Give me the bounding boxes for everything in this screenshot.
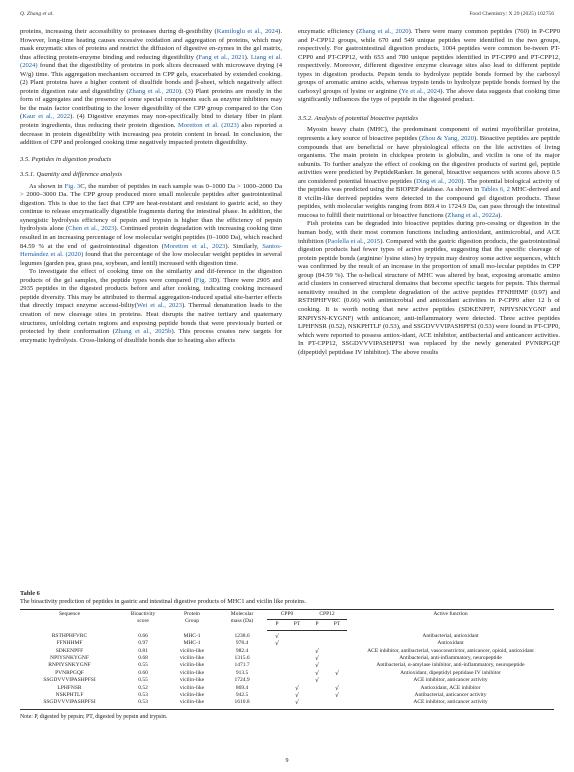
cell-mass: 982.4 bbox=[235, 647, 249, 654]
col-header-cpp12: CPP12 bbox=[307, 610, 347, 620]
citation-link[interactable]: Zhou & Yang, 2020 bbox=[421, 135, 475, 143]
cell-group: vicilin-like bbox=[179, 677, 205, 684]
col-header-p: P bbox=[307, 620, 327, 630]
cell-active-function: ACE inhibitor, antibacterial, vasoconstrictor, anticancer, opioid, antioxidant bbox=[367, 647, 534, 654]
check-mark-c0pt: √ bbox=[295, 692, 299, 700]
check-mark-c0p bbox=[267, 699, 287, 709]
check-mark-c0pt: √ bbox=[295, 684, 299, 692]
cell-mass: 1724.9 bbox=[234, 677, 250, 684]
figure-link[interactable]: Fig. 3 bbox=[195, 276, 213, 284]
table-row bbox=[20, 670, 554, 677]
col-header-molecular-mass: Molecular mass (Da) bbox=[217, 610, 267, 631]
cell-group: vicilin-like bbox=[167, 699, 217, 709]
check-mark-c12pt bbox=[327, 677, 347, 684]
paragraph: To investigate the effect of cooking time on the similarity and dif-ference in the digestion products of the gel samples, the peptide types were compared (Fig. 3D). There were 2905 and 2935 peptides in the digested products before and after cooking, indicating cooking increased peptide diversity. This may be attributed to thermal aggregation-induced spatial site-barrier effects that directly impact enzyme accessi-bility(Wei et al., 2023). Thermal denaturation leads to the creation of new cleavage sites in proteins. Heat disrupts the native tertiary and quaternary structures, unfolding certain regions and exposing peptide bonds that were previously buried or protected by their conformation (Zhang et al., 2025b). This process creates new targets for enzymatic hydrolysis. Cross-linking of disulfide bonds due to heating also affects bbox=[20, 268, 283, 344]
cell-active-function: Antibacterial, anti-inflammatory, neuropeptide bbox=[399, 655, 502, 662]
cell-group: vicilin-like bbox=[179, 655, 205, 662]
table-row bbox=[20, 648, 554, 655]
check-mark-c0pt bbox=[287, 662, 307, 669]
subsection-heading: 3.5.2. Analysis of potential bioactive peptides bbox=[298, 114, 419, 122]
cell-score: 0.53 bbox=[119, 699, 167, 709]
citation-link[interactable]: Moretton et al., 2023 bbox=[163, 242, 226, 250]
cell-group: vicilin-like bbox=[179, 684, 205, 691]
cell-score: 0.81 bbox=[138, 647, 148, 654]
cell-score: 0.53 bbox=[138, 692, 148, 699]
col-header-active-function: Active function bbox=[347, 610, 554, 631]
cell-sequence: PVNRPGQF bbox=[55, 669, 84, 676]
cell-sequence: SDKENPFF bbox=[55, 647, 84, 654]
table-note: Note: P, digested by pepsin; PT, digested by pepsin and trypsin. bbox=[20, 713, 168, 720]
col-header-bioactivity: Bioactivity score bbox=[119, 610, 167, 631]
check-mark-c12p: √ bbox=[315, 662, 319, 670]
citation-link[interactable]: Chen et al., 2023 bbox=[68, 225, 115, 233]
cell-group: vicilin-like bbox=[179, 662, 205, 669]
cell-sequence: FFNHHMF bbox=[56, 640, 83, 647]
citation-link[interactable]: Ding et al., 2020 bbox=[416, 177, 462, 185]
check-mark-c12p bbox=[307, 692, 327, 699]
cell-active-function: Antibacterial, anticancer activity bbox=[414, 692, 487, 699]
citation-link[interactable]: Fang et al., 2021 bbox=[198, 53, 245, 61]
check-mark-c0pt bbox=[287, 677, 307, 684]
check-mark-c0p bbox=[267, 677, 287, 684]
col-header-pt: PT bbox=[327, 620, 347, 630]
check-mark-c0pt bbox=[287, 670, 307, 677]
citation-link[interactable]: Kaur et al., 2022 bbox=[22, 113, 71, 121]
cell-mass: 1471.7 bbox=[234, 662, 250, 669]
col-header-cpp0: CPP0 bbox=[267, 610, 307, 620]
cell-score: 0.55 bbox=[138, 662, 148, 669]
page-number: 9 bbox=[285, 758, 289, 764]
check-mark-c0p bbox=[267, 685, 287, 692]
check-mark-c0pt bbox=[287, 655, 307, 662]
cell-sequence: NPIYSNKYGNF bbox=[50, 655, 89, 662]
citation-link[interactable]: Wei et al., 2023 bbox=[136, 302, 182, 310]
check-mark-c12pt bbox=[327, 640, 347, 647]
cell-active-function: Antioxidant bbox=[437, 640, 464, 647]
table-row bbox=[20, 699, 554, 709]
check-mark-c12pt bbox=[327, 662, 347, 669]
table-row bbox=[20, 630, 554, 640]
citation-link[interactable]: Zhang et al., 2025b bbox=[114, 328, 172, 336]
cell-mass: 978.4 bbox=[235, 640, 249, 647]
check-mark-c0p bbox=[267, 670, 287, 677]
cell-sequence: SSGDVVVIPASHPFSI bbox=[20, 699, 119, 709]
subsection-heading: 3.5.1. Quantity and difference analysis bbox=[20, 171, 123, 179]
check-mark-c0pt bbox=[287, 640, 307, 647]
cell-group: MHC-1 bbox=[183, 632, 201, 639]
table-6 bbox=[20, 590, 554, 720]
check-mark-c0p bbox=[267, 692, 287, 699]
check-mark-c0pt bbox=[287, 630, 307, 640]
cell-group: vicilin-like bbox=[179, 692, 205, 699]
section-heading: 3.5. Peptides in digestion products bbox=[20, 155, 112, 163]
citation-link[interactable]: Kamiloglu et al., 2024 bbox=[216, 28, 279, 35]
table-title: Table 6 bbox=[20, 590, 40, 597]
cell-active-function: Antioxidant, dipeptidyl peptidase IV inhibitor bbox=[400, 669, 501, 676]
check-mark-c0p bbox=[267, 662, 287, 669]
table-row bbox=[20, 662, 554, 669]
cell-mass: 942.5 bbox=[235, 692, 249, 699]
running-header-journal: Food Chemistry: X 29 (2025) 102756 bbox=[469, 11, 554, 17]
peptide-table bbox=[20, 609, 554, 710]
paragraph: enzymatic efficiency (Zhang et al., 2020). There were many common peptides (760) in P-CPP0 and P-CPP12 groups, while 670 and 549 unique peptides were identified in the two groups, respectively. For gastrointestinal digestion products, 1004 peptides were common be-tween PT-CPP0 and PT-CPP12, with 653 and 780 unique peptides identified in PT-CPP0 and PT-CPP12, respectively. Moreover, different digestive enzyme cleavage sites also lead to different peptide types in digestion products. Pepsin tends to hydrolyze peptide bonds formed by the carboxyl groups of aromatic amino acids, whereas trypsin tends to hydrolyze peptide bonds formed by the carboxyl groups of lysine or arginine (Ye et al., 2024). The above data suggests that cooking time significantly influences the type of peptide in the digested product. bbox=[298, 28, 560, 104]
check-mark-c12pt: √ bbox=[335, 684, 339, 692]
citation-link[interactable]: Zhang et al., 2020 bbox=[128, 87, 179, 95]
cell-score: 0.55 bbox=[138, 677, 148, 684]
paragraph: Myosin heavy chain (MHC), the predominant component of surimi myofibrillar proteins, represents a key source of bioactive peptides (Zhou & Yang, 2020). Bioactive peptides are peptide compounds that are beneficial or have physiological effects on the life activities of living organisms. The main protein in chickpea protein is globulin, and vicilin is one of its major subunits. To further analyze the effect of cooking on the digestive products of surimi gel, peptide activities were predicted by PeptideRanker. In general, bioactive sequences with scores above 0.5 are considered potential bioactive peptides (Ding et al., 2020). The potential biological activity of the peptides was predicted using the BIOPEP database. As shown in Tables 6, 2 MHC-derived and 8 vicilin-like derived peptides were detected in the compound gel digestion products. These peptides, with molecular weights ranging from 869.4 to 1724.9 Da, can pass through the intestinal mucosa to fulfill their nutritional or bioactive functions (Zhang et al., 2022a). bbox=[298, 126, 560, 219]
cell-active-function: Antibacterial, α-amylase inhibitor, anti-inflammatory, neuropeptide bbox=[376, 662, 525, 669]
paragraph: proteins, increasing their accessibility to proteases during di-gestibility (Kamiloglu et al., 2024). However, long-time heating causes excessive oxidation and aggregation of proteins, which may mask enzymatic sites of proteins and restrict the diffusion of digestive en-zymes in the gel matrix, thus affecting protein-enzyme binding and reducing digestibility (Fang et al., 2021). Liang et al. (2024) found that the digestibility of proteins in pork slices decreased with microwave drying (4 W/g) time. This aggregation mechanism occurred in CPP gels, exacerbated by extended cooking. (2) Plant proteins have a higher content of disulfide bonds and β-sheet, which negatively affect protein digestion rate and digestibility (Zhang et al., 2020). (3) Plant proteins are mostly in the form of aggregates and the presence of some special components such as enzyme inhibitors may be the main factor contributing to the lower digestibility of the CPP group compared to the Con (Kaur et al., 2022). (4) Digestive enzymes may non-specifically bind to dietary fiber in plant protein ingredients, thus reducing their protein digestion. Moretton et al. (2023) also reported a decrease in protein digestibility with increasing pea protein content in bread. In conclusion, the addition of CPP and prolonged cooking time negatively impacted protein digestibility. bbox=[20, 28, 283, 147]
check-mark-c0p bbox=[267, 648, 287, 655]
cell-mass: 869.4 bbox=[235, 684, 249, 691]
check-mark-c12p: √ bbox=[315, 677, 319, 685]
check-mark-c12pt: √ bbox=[335, 692, 339, 700]
figure-link[interactable]: Fig. 3 bbox=[64, 182, 81, 190]
cell-sequence: RSTHPHFVRC bbox=[51, 632, 88, 639]
table-row bbox=[20, 692, 554, 699]
col-header-pt: PT bbox=[287, 620, 307, 630]
cell-mass: 1315.6 bbox=[234, 655, 250, 662]
right-column bbox=[298, 28, 560, 357]
check-mark-c0p: √ bbox=[275, 640, 279, 648]
paragraph: As shown in Fig. 3C, the number of peptides in each sample was 0–1000 Da > 1000–2000 Da > 2000–3000 Da. The CPP group produced more small molecule peptides after gastrointestinal digestion. This is due to the fact that CPP are heat-resistant and resistant to gastric acid, so they continue to release enzymatically digestible fragments during the intestinal phase. In addition, the synergistic hydrolysis efficiency of pepsin and trypsin is higher than the efficiency of pepsin hydrolysis alone (Chen et al., 2023). Continued protein degradation with increasing cooking time resulted in an increasing percentage of low molecular weight peptides (0–1000 Da), which reached 84.59 % at the end of gastrointestinal digestion (Moretton et al., 2023). Similarly, Santos-Hernández et al. (2020) found that the percentage of the low molecular weight peptides in several legumes (garden pea, grass pea, soybean, and lentil) increased with digestion time. bbox=[20, 182, 283, 267]
cell-group: MHC-1 bbox=[183, 640, 201, 647]
check-mark-c0p bbox=[267, 655, 287, 662]
cell-sequence: SSGDVVVIPASHPFSI bbox=[43, 677, 96, 684]
cell-sequence: LPHFNSR bbox=[57, 684, 82, 691]
check-mark-c12pt bbox=[327, 655, 347, 662]
cell-active-function: ACE inhibitor, anticancer activity bbox=[347, 699, 554, 709]
cell-active-function: Antioxidant, ACE inhibitor bbox=[420, 684, 481, 691]
check-mark-c12p: √ bbox=[315, 655, 319, 663]
check-mark-c0pt bbox=[287, 648, 307, 655]
citation-link[interactable]: Ye et al., 2024 bbox=[401, 87, 441, 95]
table-row bbox=[20, 677, 554, 684]
check-mark-c12p bbox=[307, 685, 327, 692]
check-mark-c0p: √ bbox=[275, 632, 279, 640]
cell-mass: 1238.6 bbox=[234, 632, 250, 639]
citation-link[interactable]: Zhang et al., 2022a bbox=[447, 211, 499, 219]
col-header-protein-group: Protein Group bbox=[167, 610, 217, 631]
cell-group: vicilin-like bbox=[179, 669, 205, 676]
citation-link[interactable]: Santos-Hernández et al. (2020) bbox=[20, 242, 282, 259]
table-row bbox=[20, 640, 554, 647]
cell-mass: 1610.8 bbox=[217, 699, 267, 709]
check-mark-c12p: √ bbox=[315, 647, 319, 655]
cell-active-function: Antibacterial, antioxidant bbox=[422, 632, 479, 639]
check-mark-c0pt: √ bbox=[287, 699, 307, 709]
check-mark-c12p bbox=[307, 640, 327, 647]
left-column bbox=[20, 28, 282, 345]
cell-active-function: ACE inhibitor, anticancer activity bbox=[413, 677, 488, 684]
check-mark-c12p bbox=[307, 630, 327, 640]
citation-link[interactable]: Zhang et al., 2020 bbox=[358, 28, 409, 35]
cell-score: 0.52 bbox=[138, 684, 148, 691]
check-mark-c12p bbox=[307, 699, 327, 709]
check-mark-c12pt bbox=[327, 648, 347, 655]
cell-score: 0.68 bbox=[138, 655, 148, 662]
cell-mass: 913.5 bbox=[235, 669, 249, 676]
running-header-authors: Q. Zhang et al. bbox=[20, 11, 54, 17]
table-row bbox=[20, 685, 554, 692]
check-mark-c12pt: √ bbox=[335, 669, 339, 677]
cell-sequence: NSKPHTLF bbox=[55, 692, 84, 699]
cell-sequence: RNPIYSNKYGNF bbox=[48, 662, 91, 669]
table-caption: The bioactivity prediction of peptides in gastric and intestinal digestive products of MHC1 and vicilin like proteins. bbox=[20, 598, 307, 605]
col-header-sequence: Sequence bbox=[20, 610, 119, 631]
paragraph: Fish proteins can be degraded into bioactive peptides during pro-cessing or digestion in the human body, with their most common functions including antioxidant, antimicrobial, and ACE inhibition (Paolella et al., 2015). Compared with the gastric digestion products, the gastrointestinal digestion products had fewer types of active peptides, suggesting that the specific cleavage of protein peptide bonds (arginine/ lysine sites) by trypsin may destroy some active sequences, which was confirmed by the result of an increase in the proportion of small mo-lecular peptides in CPP group (84.59 %). The α-helical structure of MHC was altered by heat, exposing aromatic amino acid clusters in conserved structural domains that become specific targets for pepsin. This thermal sensitivity resulted in the complete degradation of the active peptides FFNHHMF (0.97) and RSTHPHFVRC (0.66) with antimicrobial and antioxidant activities in P-CPP0 after 12 h of cooking. It is worth noting that new active peptides (SDKENPFF, NPIYSNKYGNF and RNPIYSN-KYGNF) with anticancer, anti-inflammatory were detected. Three active peptides LPHFNSR (0.52), NSKPHTLF (0.53), and SSGDVVVIPASHPFSI (0.53) were found in PT-CPP0, which were reported to possess antiox-idant, ACE inhibitor, antibacterial and anticancer activities. In PT-CPP12, SSGDVVVIPASHPFSI was replaced by the newly generated PVNRPGQF (dipeptidyl peptidase IV inhibitor). The above results bbox=[298, 220, 560, 356]
cell-group: vicilin-like bbox=[179, 647, 205, 654]
cell-score: 0.66 bbox=[138, 632, 148, 639]
check-mark-c12pt bbox=[327, 699, 347, 709]
check-mark-c12p: √ bbox=[315, 669, 319, 677]
table-link[interactable]: Tables 6, 2 bbox=[480, 186, 510, 194]
citation-link[interactable]: Moretton et al. (2023) bbox=[178, 122, 239, 130]
citation-link[interactable]: Paolella et al., 2015 bbox=[327, 237, 381, 245]
cell-score: 0.97 bbox=[138, 640, 148, 647]
cell-score: 0.60 bbox=[138, 669, 148, 676]
citation-link[interactable]: Liang et al. (2024) bbox=[20, 53, 283, 70]
col-header-p: P bbox=[267, 620, 287, 630]
check-mark-c12pt bbox=[327, 630, 347, 640]
